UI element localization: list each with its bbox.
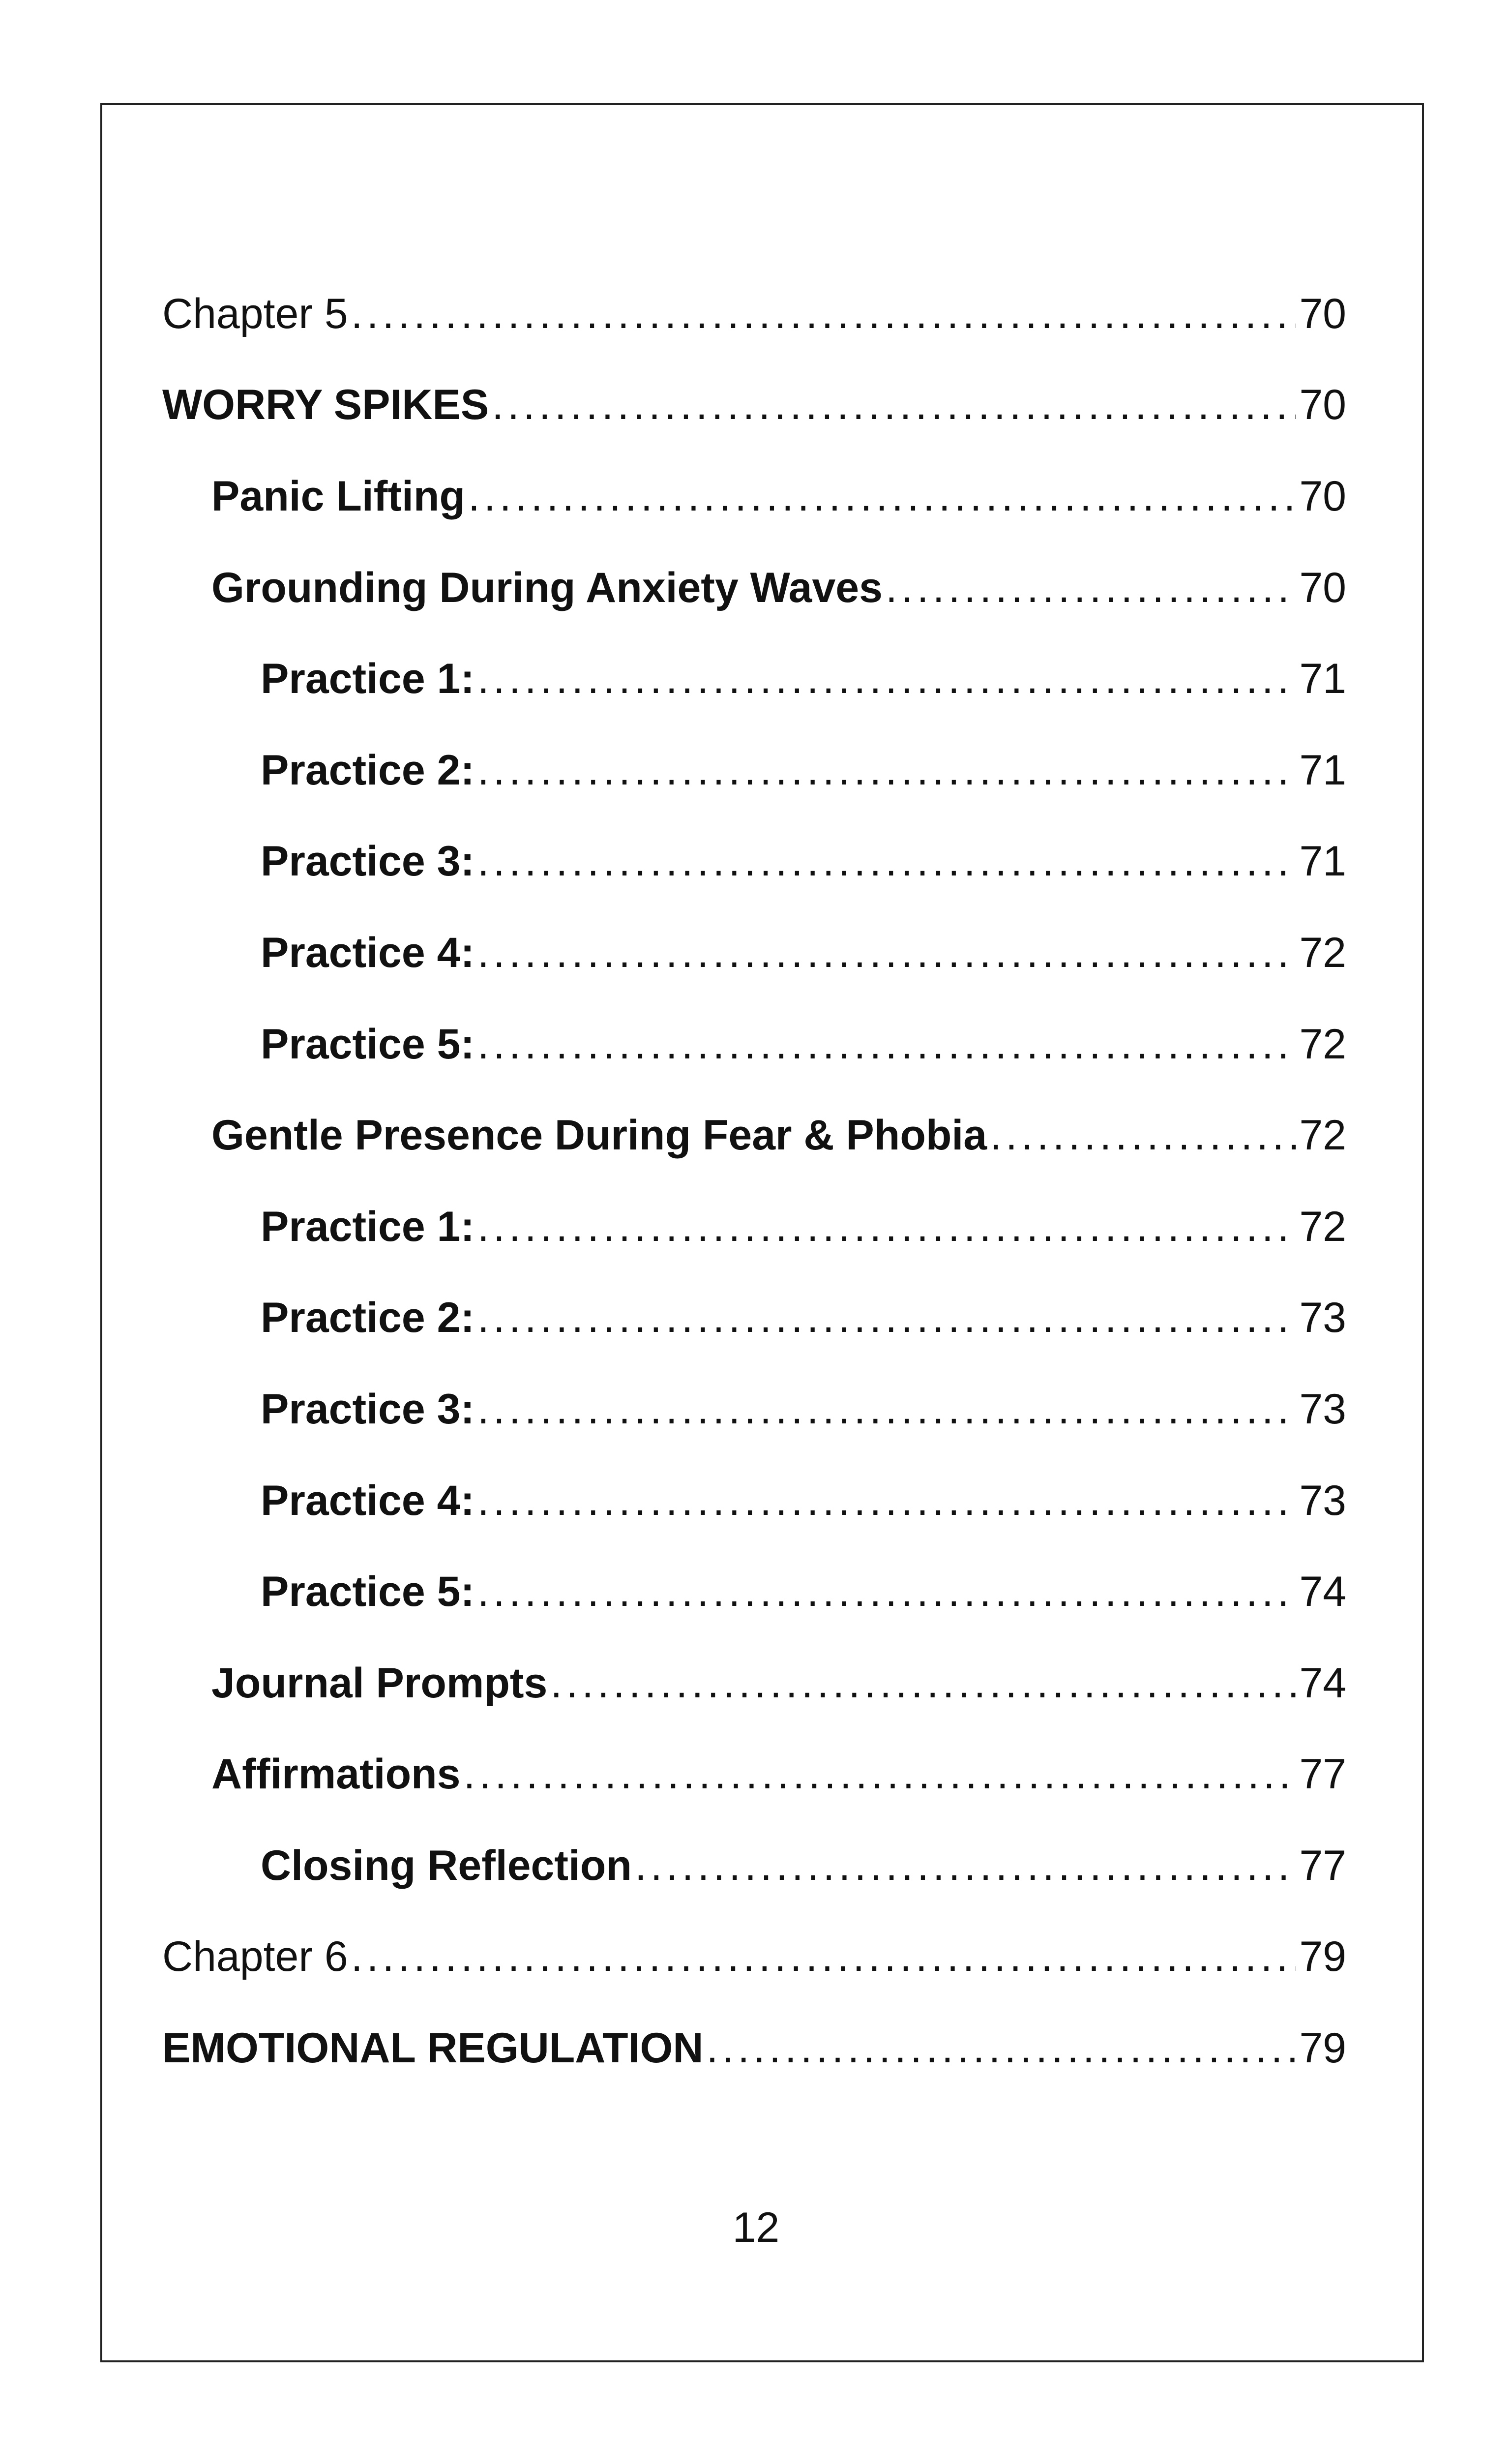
toc-entry-title: Practice 1:: [261, 655, 475, 703]
toc-entry-page: 71: [1299, 838, 1346, 885]
page-number: 12: [732, 2204, 780, 2251]
toc-entry[interactable]: [162, 1181, 1346, 1272]
toc-entry[interactable]: [162, 1546, 1346, 1637]
toc-entry-title: Affirmations: [211, 1750, 461, 1798]
dot-leader: [477, 749, 1296, 791]
toc-entry-page: 72: [1299, 1020, 1346, 1068]
toc-entry[interactable]: [162, 451, 1346, 542]
toc-entry[interactable]: [162, 907, 1346, 998]
toc-entry-title: Closing Reflection: [261, 1841, 632, 1889]
dot-leader: [477, 1388, 1296, 1430]
toc-entry-page: 70: [1299, 472, 1346, 520]
toc-entry-page: 77: [1299, 1841, 1346, 1889]
toc-entry-page: 71: [1299, 655, 1346, 703]
toc-entry[interactable]: [162, 542, 1346, 633]
dot-leader: [477, 1479, 1296, 1522]
toc-entry-page: 72: [1299, 1112, 1346, 1159]
toc-entry-page: 73: [1299, 1477, 1346, 1524]
toc-entry-title: Practice 3:: [261, 838, 475, 885]
toc-entry-page: 79: [1299, 2024, 1346, 2072]
toc-entry-page: 70: [1299, 290, 1346, 337]
dot-leader: [990, 1114, 1296, 1156]
dot-leader: [492, 384, 1296, 426]
toc-entry[interactable]: [162, 1729, 1346, 1820]
dot-leader: [351, 1935, 1297, 1978]
dot-leader: [477, 1297, 1296, 1339]
toc-entry-page: 70: [1299, 381, 1346, 429]
toc-entry-title: Practice 1:: [261, 1203, 475, 1250]
toc-entry-title: WORRY SPIKES: [162, 381, 489, 429]
toc-entry-title: Gentle Presence During Fear & Phobia: [211, 1112, 987, 1159]
toc-entry-title: Journal Prompts: [211, 1659, 548, 1707]
toc-entry-title: Practice 2:: [261, 1294, 475, 1342]
toc-entry-page: 71: [1299, 746, 1346, 794]
dot-leader: [477, 1570, 1296, 1613]
toc-entry-page: 73: [1299, 1294, 1346, 1342]
toc-entry-title: Practice 3:: [261, 1385, 475, 1433]
toc-entry[interactable]: [162, 268, 1346, 360]
toc-entry[interactable]: [162, 1455, 1346, 1546]
toc-entry[interactable]: [162, 1637, 1346, 1729]
dot-leader: [463, 1753, 1296, 1795]
dot-leader: [706, 2027, 1296, 2069]
toc-entry[interactable]: [162, 1089, 1346, 1181]
toc-entry-title: Practice 4:: [261, 929, 475, 976]
dot-leader: [477, 1206, 1296, 1248]
toc-entry-page: 74: [1299, 1659, 1346, 1707]
toc-entry-page: 72: [1299, 929, 1346, 976]
toc-entry-page: 72: [1299, 1203, 1346, 1250]
dot-leader: [468, 475, 1296, 517]
toc-entry[interactable]: [162, 724, 1346, 816]
toc-entry-page: 70: [1299, 564, 1346, 611]
toc-entry-title: Practice 5:: [261, 1568, 475, 1616]
toc-entry[interactable]: [162, 998, 1346, 1090]
toc-entry-page: 77: [1299, 1750, 1346, 1798]
dot-leader: [351, 293, 1297, 335]
dot-leader: [635, 1844, 1296, 1887]
toc-entry-title: Panic Lifting: [211, 472, 465, 520]
dot-leader: [886, 567, 1296, 609]
toc-entry-title: Grounding During Anxiety Waves: [211, 564, 883, 611]
toc-entry-title: Chapter 6: [162, 1933, 348, 1981]
toc-entry-page: 79: [1299, 1933, 1346, 1981]
toc-entry[interactable]: [162, 1272, 1346, 1364]
dot-leader: [477, 658, 1296, 700]
toc-entry-title: Chapter 5: [162, 290, 348, 337]
dot-leader: [477, 932, 1296, 974]
toc-entry-page: 73: [1299, 1385, 1346, 1433]
dot-leader: [477, 1023, 1296, 1065]
dot-leader: [550, 1662, 1296, 1704]
toc-entry[interactable]: [162, 1911, 1346, 2003]
toc-entry[interactable]: [162, 360, 1346, 451]
toc-entry-title: EMOTIONAL REGULATION: [162, 2024, 704, 2072]
toc-entry[interactable]: [162, 2002, 1346, 2094]
toc-entry[interactable]: [162, 1363, 1346, 1455]
toc-entry[interactable]: [162, 633, 1346, 724]
toc-entry-title: Practice 5:: [261, 1020, 475, 1068]
table-of-contents: [162, 268, 1346, 2094]
toc-entry[interactable]: [162, 1820, 1346, 1911]
toc-entry[interactable]: [162, 816, 1346, 907]
toc-entry-title: Practice 4:: [261, 1477, 475, 1524]
toc-entry-page: 74: [1299, 1568, 1346, 1616]
toc-entry-title: Practice 2:: [261, 746, 475, 794]
dot-leader: [477, 840, 1296, 882]
